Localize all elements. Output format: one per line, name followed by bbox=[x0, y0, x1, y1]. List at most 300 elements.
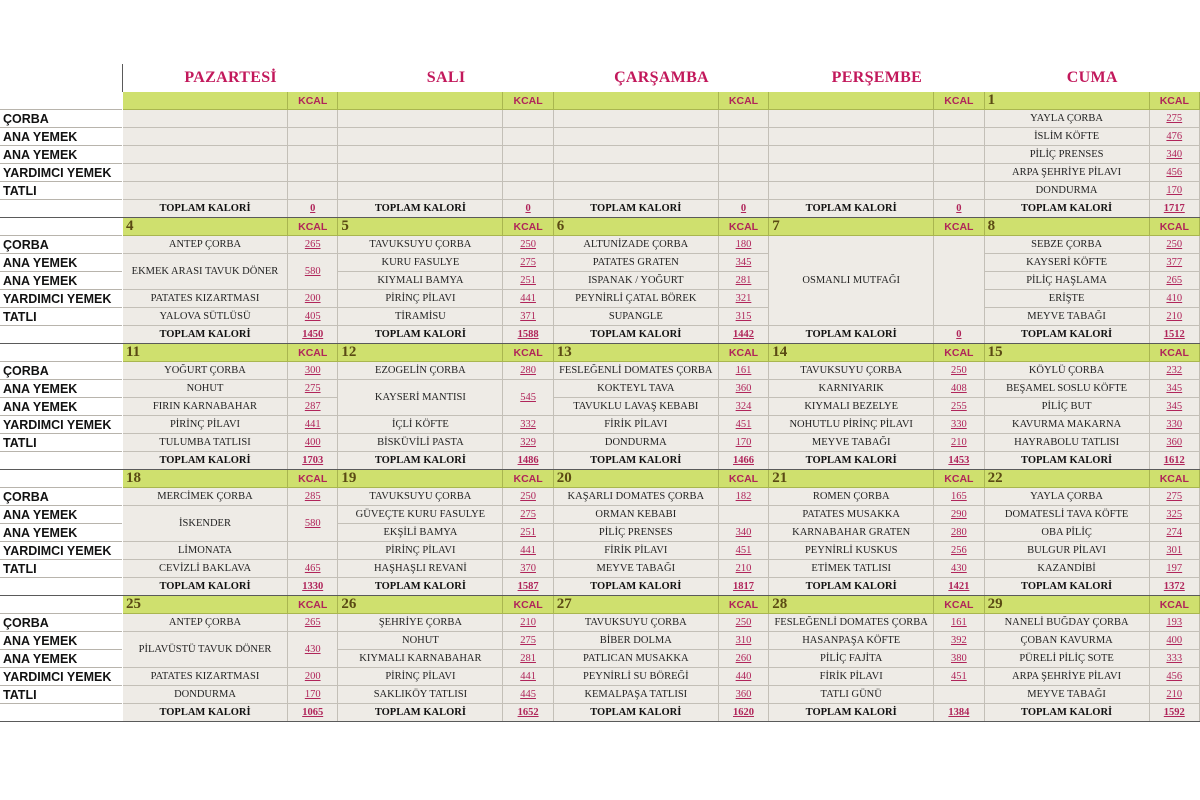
kcal-value[interactable]: 441 bbox=[503, 668, 553, 686]
total-kcal[interactable]: 1587 bbox=[503, 578, 553, 596]
total-kcal[interactable]: 1817 bbox=[719, 578, 769, 596]
row-label: TATLI bbox=[0, 182, 122, 200]
kcal-value[interactable]: 345 bbox=[1150, 380, 1200, 398]
kcal-value[interactable]: 332 bbox=[503, 416, 553, 434]
row-label: ANA YEMEK bbox=[0, 380, 122, 398]
kcal-value[interactable]: 250 bbox=[1150, 236, 1200, 254]
row-label: ANA YEMEK bbox=[0, 272, 122, 290]
kcal-value[interactable]: 451 bbox=[719, 542, 769, 560]
kcal-value[interactable]: 445 bbox=[503, 686, 553, 704]
kcal-value bbox=[934, 182, 984, 200]
day-header: SALI bbox=[426, 69, 466, 86]
kcal-value[interactable]: 274 bbox=[1150, 524, 1200, 542]
kcal-header: KCAL bbox=[719, 596, 769, 614]
kcal-value[interactable]: 333 bbox=[1150, 650, 1200, 668]
kcal-header: KCAL bbox=[934, 596, 984, 614]
dish-name: KURU FASULYE bbox=[338, 254, 503, 272]
kcal-value[interactable]: 161 bbox=[934, 614, 984, 632]
day-number: 25 bbox=[123, 596, 288, 614]
dish-name: TAVUKLU LAVAŞ KEBABI bbox=[554, 398, 719, 416]
dish-name: DONDURMA bbox=[554, 434, 719, 452]
total-kcal[interactable]: 1453 bbox=[934, 452, 984, 470]
total-kcal[interactable]: 1065 bbox=[288, 704, 338, 722]
total-kcal[interactable]: 1372 bbox=[1150, 578, 1200, 596]
kcal-value[interactable]: 380 bbox=[934, 650, 984, 668]
total-kcal[interactable]: 0 bbox=[934, 326, 984, 344]
kcal-value bbox=[934, 146, 984, 164]
total-kcal[interactable]: 1450 bbox=[288, 326, 338, 344]
dish-name bbox=[769, 146, 934, 164]
kcal-value[interactable]: 193 bbox=[1150, 614, 1200, 632]
dish-name: MERCİMEK ÇORBA bbox=[123, 488, 288, 506]
kcal-value[interactable]: 287 bbox=[288, 398, 338, 416]
dish-name: KAZANDİBİ bbox=[985, 560, 1150, 578]
row-label: ÇORBA bbox=[0, 614, 122, 632]
kcal-value[interactable]: 170 bbox=[1150, 182, 1200, 200]
kcal-value[interactable]: 370 bbox=[503, 560, 553, 578]
total-label: TOPLAM KALORİ bbox=[985, 326, 1150, 344]
kcal-header: KCAL bbox=[503, 596, 553, 614]
kcal-value bbox=[288, 542, 338, 560]
kcal-value[interactable]: 250 bbox=[503, 488, 553, 506]
dish-name: KIYMALI BEZELYE bbox=[769, 398, 934, 416]
dish-name: TAVUKSUYU ÇORBA bbox=[769, 362, 934, 380]
total-kcal[interactable]: 1717 bbox=[1150, 200, 1200, 218]
kcal-header: KCAL bbox=[1150, 92, 1200, 110]
dish-name: FESLEĞENLİ DOMATES ÇORBA bbox=[769, 614, 934, 632]
kcal-header: KCAL bbox=[934, 92, 984, 110]
dish-name bbox=[554, 164, 719, 182]
kcal-header: KCAL bbox=[503, 218, 553, 236]
kcal-value bbox=[288, 146, 338, 164]
kcal-value[interactable]: 275 bbox=[288, 380, 338, 398]
kcal-value[interactable]: 251 bbox=[503, 272, 553, 290]
day-number bbox=[338, 92, 503, 110]
kcal-header: KCAL bbox=[934, 218, 984, 236]
kcal-value bbox=[719, 506, 769, 524]
total-kcal[interactable]: 0 bbox=[719, 200, 769, 218]
day-number: 22 bbox=[985, 470, 1150, 488]
total-kcal[interactable]: 0 bbox=[503, 200, 553, 218]
dish-name: MEYVE TABAĞI bbox=[985, 686, 1150, 704]
kcal-value bbox=[503, 182, 553, 200]
row-label-blank bbox=[0, 92, 122, 110]
kcal-value bbox=[503, 128, 553, 146]
dish-name: PATATES GRATEN bbox=[554, 254, 719, 272]
dish-name: PİLİÇ BUT bbox=[985, 398, 1150, 416]
total-label: TOPLAM KALORİ bbox=[338, 326, 503, 344]
dish-name: KIYMALI BAMYA bbox=[338, 272, 503, 290]
kcal-value[interactable]: 210 bbox=[934, 434, 984, 452]
kcal-value[interactable]: 250 bbox=[503, 236, 553, 254]
week-separator bbox=[0, 721, 1200, 722]
kcal-value[interactable]: 210 bbox=[503, 614, 553, 632]
kcal-header: KCAL bbox=[934, 470, 984, 488]
kcal-value[interactable]: 265 bbox=[1150, 272, 1200, 290]
day-number bbox=[123, 92, 288, 110]
dish-name: DONDURMA bbox=[985, 182, 1150, 200]
kcal-value[interactable]: 451 bbox=[934, 668, 984, 686]
dish-name bbox=[338, 110, 503, 128]
kcal-value[interactable]: 281 bbox=[503, 650, 553, 668]
row-label-blank bbox=[0, 200, 122, 218]
dish-name: KIYMALI KARNABAHAR bbox=[338, 650, 503, 668]
row-label: ÇORBA bbox=[0, 362, 122, 380]
kcal-value bbox=[503, 164, 553, 182]
row-label-blank bbox=[0, 704, 122, 722]
kcal-value[interactable]: 310 bbox=[719, 632, 769, 650]
kcal-value bbox=[934, 236, 984, 326]
dish-name bbox=[338, 128, 503, 146]
dish-name: YAYLA ÇORBA bbox=[985, 488, 1150, 506]
dish-name: SAKLIKÖY TATLISI bbox=[338, 686, 503, 704]
kcal-value bbox=[503, 110, 553, 128]
kcal-value[interactable]: 360 bbox=[1150, 434, 1200, 452]
kcal-value bbox=[934, 128, 984, 146]
kcal-value[interactable]: 256 bbox=[934, 542, 984, 560]
kcal-value[interactable]: 275 bbox=[1150, 110, 1200, 128]
dish-name: TAVUKSUYU ÇORBA bbox=[554, 614, 719, 632]
dish-name bbox=[554, 146, 719, 164]
kcal-header: KCAL bbox=[719, 92, 769, 110]
dish-name: YAYLA ÇORBA bbox=[985, 110, 1150, 128]
row-label-blank bbox=[0, 218, 122, 236]
kcal-value[interactable]: 200 bbox=[288, 668, 338, 686]
kcal-value[interactable]: 275 bbox=[503, 254, 553, 272]
kcal-value[interactable]: 456 bbox=[1150, 164, 1200, 182]
dish-name: YOĞURT ÇORBA bbox=[123, 362, 288, 380]
dish-name: PATLICAN MUSAKKA bbox=[554, 650, 719, 668]
row-label: YARDIMCI YEMEK bbox=[0, 542, 122, 560]
dish-name: ORMAN KEBABI bbox=[554, 506, 719, 524]
total-label: TOPLAM KALORİ bbox=[554, 704, 719, 722]
day-header: PERŞEMBE bbox=[831, 69, 923, 86]
total-kcal[interactable]: 1620 bbox=[719, 704, 769, 722]
kcal-value[interactable]: 451 bbox=[719, 416, 769, 434]
kcal-value[interactable]: 400 bbox=[288, 434, 338, 452]
dish-name: BEŞAMEL SOSLU KÖFTE bbox=[985, 380, 1150, 398]
kcal-header: KCAL bbox=[1150, 218, 1200, 236]
kcal-value[interactable]: 345 bbox=[719, 254, 769, 272]
dish-name: PATATES KIZARTMASI bbox=[123, 668, 288, 686]
dish-name: EKŞİLİ BAMYA bbox=[338, 524, 503, 542]
row-label: TATLI bbox=[0, 434, 122, 452]
total-kcal[interactable]: 1330 bbox=[288, 578, 338, 596]
dish-name: FESLEĞENLİ DOMATES ÇORBA bbox=[554, 362, 719, 380]
kcal-value[interactable]: 465 bbox=[288, 560, 338, 578]
row-label-blank bbox=[0, 326, 122, 344]
day-number: 27 bbox=[554, 596, 719, 614]
kcal-header: KCAL bbox=[288, 218, 338, 236]
kcal-value[interactable]: 182 bbox=[719, 488, 769, 506]
dish-name: KAYSERİ KÖFTE bbox=[985, 254, 1150, 272]
kcal-value[interactable]: 315 bbox=[719, 308, 769, 326]
dish-name: FİRİK PİLAVI bbox=[554, 416, 719, 434]
kcal-value[interactable]: 170 bbox=[288, 686, 338, 704]
kcal-value[interactable]: 280 bbox=[503, 362, 553, 380]
kcal-value[interactable]: 410 bbox=[1150, 290, 1200, 308]
day-number: 6 bbox=[554, 218, 719, 236]
dish-name: CEVİZLİ BAKLAVA bbox=[123, 560, 288, 578]
kcal-value[interactable]: 330 bbox=[1150, 416, 1200, 434]
kcal-header: KCAL bbox=[1150, 470, 1200, 488]
dish-name: PEYNİRLİ ÇATAL BÖREK bbox=[554, 290, 719, 308]
kcal-value[interactable]: 285 bbox=[288, 488, 338, 506]
row-label: YARDIMCI YEMEK bbox=[0, 416, 122, 434]
dish-name: BİSKÜVİLİ PASTA bbox=[338, 434, 503, 452]
kcal-value[interactable]: 210 bbox=[1150, 686, 1200, 704]
kcal-value bbox=[719, 128, 769, 146]
kcal-value[interactable]: 321 bbox=[719, 290, 769, 308]
kcal-value[interactable]: 580 bbox=[288, 254, 338, 290]
total-kcal[interactable]: 1466 bbox=[719, 452, 769, 470]
kcal-value[interactable]: 161 bbox=[719, 362, 769, 380]
kcal-value[interactable]: 408 bbox=[934, 380, 984, 398]
total-label: TOPLAM KALORİ bbox=[338, 578, 503, 596]
kcal-value[interactable]: 251 bbox=[503, 524, 553, 542]
kcal-value[interactable]: 255 bbox=[934, 398, 984, 416]
dish-name: PATATES KIZARTMASI bbox=[123, 290, 288, 308]
dish-name bbox=[338, 146, 503, 164]
dish-name: FIRIN KARNABAHAR bbox=[123, 398, 288, 416]
kcal-value[interactable]: 330 bbox=[934, 416, 984, 434]
kcal-value[interactable]: 392 bbox=[934, 632, 984, 650]
kcal-header: KCAL bbox=[288, 596, 338, 614]
row-label: YARDIMCI YEMEK bbox=[0, 164, 122, 182]
kcal-header: KCAL bbox=[1150, 596, 1200, 614]
header-divider bbox=[122, 64, 123, 92]
row-label: ANA YEMEK bbox=[0, 146, 122, 164]
kcal-value[interactable]: 210 bbox=[719, 560, 769, 578]
kcal-value[interactable]: 250 bbox=[719, 614, 769, 632]
dish-name: YALOVA SÜTLÜSÜ bbox=[123, 308, 288, 326]
dish-name: DONDURMA bbox=[123, 686, 288, 704]
kcal-value[interactable]: 260 bbox=[719, 650, 769, 668]
row-label: ANA YEMEK bbox=[0, 524, 122, 542]
total-kcal[interactable]: 1442 bbox=[719, 326, 769, 344]
total-kcal[interactable]: 1652 bbox=[503, 704, 553, 722]
kcal-value[interactable]: 170 bbox=[719, 434, 769, 452]
day-header: PAZARTESİ bbox=[184, 69, 277, 86]
kcal-value[interactable]: 232 bbox=[1150, 362, 1200, 380]
kcal-value[interactable]: 430 bbox=[288, 632, 338, 668]
dish-name: FİRİK PİLAVI bbox=[769, 668, 934, 686]
kcal-value[interactable]: 440 bbox=[719, 668, 769, 686]
kcal-value[interactable]: 300 bbox=[288, 362, 338, 380]
dish-name: ANTEP ÇORBA bbox=[123, 614, 288, 632]
day-number: 28 bbox=[769, 596, 934, 614]
dish-name: OBA PİLİÇ bbox=[985, 524, 1150, 542]
row-label: TATLI bbox=[0, 308, 122, 326]
total-kcal[interactable]: 1486 bbox=[503, 452, 553, 470]
kcal-value[interactable]: 371 bbox=[503, 308, 553, 326]
dish-name: TAVUKSUYU ÇORBA bbox=[338, 236, 503, 254]
day-number: 21 bbox=[769, 470, 934, 488]
dish-name bbox=[769, 182, 934, 200]
dish-name: MEYVE TABAĞI bbox=[554, 560, 719, 578]
kcal-value[interactable]: 441 bbox=[503, 542, 553, 560]
dish-name: EZOGELİN ÇORBA bbox=[338, 362, 503, 380]
kcal-header: KCAL bbox=[1150, 344, 1200, 362]
kcal-value[interactable]: 290 bbox=[934, 506, 984, 524]
kcal-value[interactable]: 430 bbox=[934, 560, 984, 578]
dish-name: PİRİNÇ PİLAVI bbox=[338, 290, 503, 308]
kcal-value[interactable]: 301 bbox=[1150, 542, 1200, 560]
kcal-value[interactable]: 250 bbox=[934, 362, 984, 380]
day-number: 11 bbox=[123, 344, 288, 362]
kcal-value bbox=[719, 110, 769, 128]
row-label-blank bbox=[0, 578, 122, 596]
dish-name: ERİŞTE bbox=[985, 290, 1150, 308]
dish-name: ARPA ŞEHRİYE PİLAVI bbox=[985, 668, 1150, 686]
dish-name: KÖYLÜ ÇORBA bbox=[985, 362, 1150, 380]
day-header: CUMA bbox=[1066, 69, 1118, 86]
day-number bbox=[554, 92, 719, 110]
kcal-value bbox=[719, 164, 769, 182]
kcal-value[interactable]: 456 bbox=[1150, 668, 1200, 686]
kcal-value[interactable]: 441 bbox=[288, 416, 338, 434]
kcal-value[interactable]: 324 bbox=[719, 398, 769, 416]
kcal-value[interactable]: 325 bbox=[1150, 506, 1200, 524]
kcal-value[interactable]: 360 bbox=[719, 380, 769, 398]
row-label-blank bbox=[0, 344, 122, 362]
dish-name bbox=[769, 110, 934, 128]
dish-name: SEBZE ÇORBA bbox=[985, 236, 1150, 254]
dish-name: İÇLİ KÖFTE bbox=[338, 416, 503, 434]
day-number: 19 bbox=[338, 470, 503, 488]
kcal-value[interactable]: 360 bbox=[719, 686, 769, 704]
total-label: TOPLAM KALORİ bbox=[123, 326, 288, 344]
kcal-value[interactable]: 545 bbox=[503, 380, 553, 416]
kcal-value[interactable]: 281 bbox=[719, 272, 769, 290]
kcal-value[interactable]: 476 bbox=[1150, 128, 1200, 146]
day-number: 12 bbox=[338, 344, 503, 362]
kcal-value[interactable]: 275 bbox=[503, 506, 553, 524]
kcal-value[interactable]: 197 bbox=[1150, 560, 1200, 578]
kcal-header: KCAL bbox=[719, 344, 769, 362]
row-label-blank bbox=[0, 596, 122, 614]
total-label: TOPLAM KALORİ bbox=[554, 452, 719, 470]
dish-name bbox=[123, 146, 288, 164]
total-label: TOPLAM KALORİ bbox=[123, 704, 288, 722]
dish-name: TAVUKSUYU ÇORBA bbox=[338, 488, 503, 506]
total-kcal[interactable]: 0 bbox=[288, 200, 338, 218]
total-label: TOPLAM KALORİ bbox=[338, 452, 503, 470]
kcal-value[interactable]: 210 bbox=[1150, 308, 1200, 326]
row-label: ÇORBA bbox=[0, 488, 122, 506]
dish-name bbox=[769, 128, 934, 146]
total-label: TOPLAM KALORİ bbox=[769, 704, 934, 722]
day-number: 1 bbox=[985, 92, 1150, 110]
kcal-value[interactable]: 265 bbox=[288, 236, 338, 254]
dish-name: PÜRELİ PİLİÇ SOTE bbox=[985, 650, 1150, 668]
kcal-header: KCAL bbox=[719, 470, 769, 488]
total-label: TOPLAM KALORİ bbox=[769, 200, 934, 218]
dish-name: ETİMEK TATLISI bbox=[769, 560, 934, 578]
kcal-header: KCAL bbox=[288, 344, 338, 362]
total-kcal[interactable]: 1421 bbox=[934, 578, 984, 596]
kcal-value bbox=[719, 146, 769, 164]
dish-name: EKMEK ARASI TAVUK DÖNER bbox=[123, 254, 288, 290]
total-kcal[interactable]: 1512 bbox=[1150, 326, 1200, 344]
total-label: TOPLAM KALORİ bbox=[985, 578, 1150, 596]
dish-name: PİRİNÇ PİLAVI bbox=[338, 542, 503, 560]
kcal-value[interactable]: 165 bbox=[934, 488, 984, 506]
total-kcal[interactable]: 0 bbox=[934, 200, 984, 218]
dish-name: NOHUT bbox=[338, 632, 503, 650]
dish-name: NOHUT bbox=[123, 380, 288, 398]
total-kcal[interactable]: 1588 bbox=[503, 326, 553, 344]
day-number: 20 bbox=[554, 470, 719, 488]
kcal-value[interactable]: 265 bbox=[288, 614, 338, 632]
kcal-value bbox=[934, 686, 984, 704]
kcal-value[interactable]: 377 bbox=[1150, 254, 1200, 272]
row-label: ANA YEMEK bbox=[0, 254, 122, 272]
kcal-value[interactable]: 345 bbox=[1150, 398, 1200, 416]
kcal-value[interactable]: 580 bbox=[288, 506, 338, 542]
kcal-value[interactable]: 275 bbox=[1150, 488, 1200, 506]
kcal-value[interactable]: 200 bbox=[288, 290, 338, 308]
kcal-value bbox=[934, 164, 984, 182]
total-label: TOPLAM KALORİ bbox=[123, 200, 288, 218]
day-number: 18 bbox=[123, 470, 288, 488]
total-label: TOPLAM KALORİ bbox=[554, 578, 719, 596]
dish-name bbox=[338, 182, 503, 200]
kcal-value[interactable]: 441 bbox=[503, 290, 553, 308]
dish-name bbox=[123, 182, 288, 200]
kcal-value[interactable]: 280 bbox=[934, 524, 984, 542]
kcal-value bbox=[503, 146, 553, 164]
dish-name: KAVURMA MAKARNA bbox=[985, 416, 1150, 434]
dish-name: FİRİK PİLAVI bbox=[554, 542, 719, 560]
dish-name: KEMALPAŞA TATLISI bbox=[554, 686, 719, 704]
dish-name: PEYNİRLİ SU BÖREĞİ bbox=[554, 668, 719, 686]
dish-name bbox=[123, 164, 288, 182]
row-label: YARDIMCI YEMEK bbox=[0, 290, 122, 308]
kcal-value bbox=[288, 182, 338, 200]
total-label: TOPLAM KALORİ bbox=[985, 704, 1150, 722]
total-kcal[interactable]: 1612 bbox=[1150, 452, 1200, 470]
dish-name: LİMONATA bbox=[123, 542, 288, 560]
total-kcal[interactable]: 1384 bbox=[934, 704, 984, 722]
kcal-value[interactable]: 180 bbox=[719, 236, 769, 254]
kcal-header: KCAL bbox=[503, 470, 553, 488]
dish-name: HAYRABOLU TATLISI bbox=[985, 434, 1150, 452]
total-kcal[interactable]: 1592 bbox=[1150, 704, 1200, 722]
kcal-value[interactable]: 329 bbox=[503, 434, 553, 452]
kcal-value[interactable]: 340 bbox=[719, 524, 769, 542]
dish-name: PİRİNÇ PİLAVI bbox=[123, 416, 288, 434]
day-number: 4 bbox=[123, 218, 288, 236]
dish-name: PİRİNÇ PİLAVI bbox=[338, 668, 503, 686]
dish-name: SUPANGLE bbox=[554, 308, 719, 326]
dish-name: PATATES MUSAKKA bbox=[769, 506, 934, 524]
kcal-header: KCAL bbox=[503, 344, 553, 362]
kcal-value[interactable]: 400 bbox=[1150, 632, 1200, 650]
kcal-value[interactable]: 340 bbox=[1150, 146, 1200, 164]
row-label: ANA YEMEK bbox=[0, 506, 122, 524]
dish-name: HAŞHAŞLI REVANİ bbox=[338, 560, 503, 578]
dish-name bbox=[338, 164, 503, 182]
kcal-value bbox=[719, 182, 769, 200]
kcal-value[interactable]: 405 bbox=[288, 308, 338, 326]
dish-name: TİRAMİSU bbox=[338, 308, 503, 326]
day-number: 29 bbox=[985, 596, 1150, 614]
dish-name: KARNABAHAR GRATEN bbox=[769, 524, 934, 542]
dish-name: İSKENDER bbox=[123, 506, 288, 542]
kcal-value[interactable]: 275 bbox=[503, 632, 553, 650]
total-kcal[interactable]: 1703 bbox=[288, 452, 338, 470]
